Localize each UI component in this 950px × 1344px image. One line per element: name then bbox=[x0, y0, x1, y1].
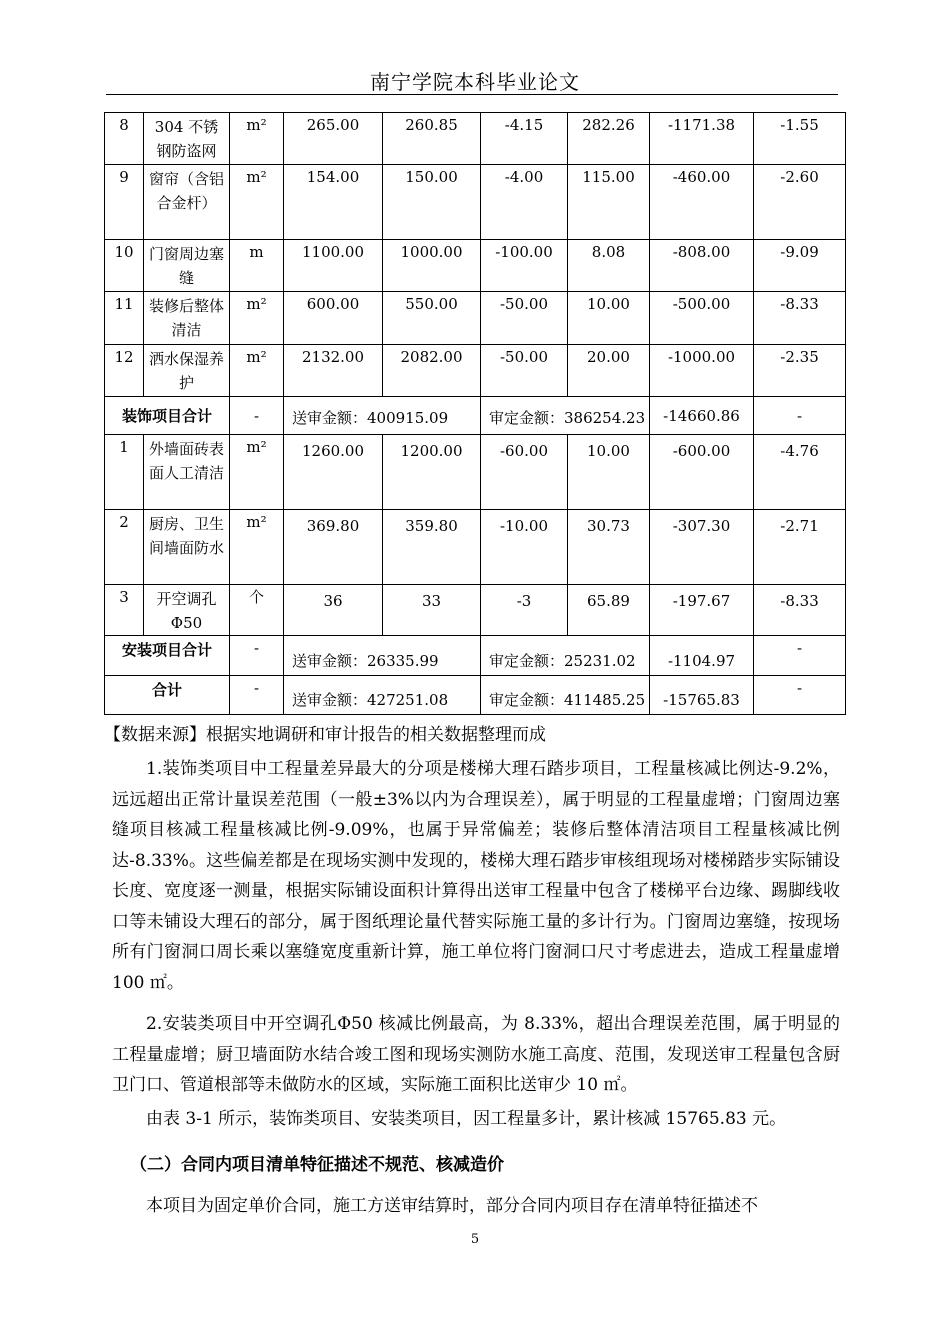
cell-name: 装修后整体清洁 bbox=[144, 292, 230, 345]
cell-name: 厨房、卫生间墙面防水 bbox=[144, 510, 230, 585]
cell-approved: 550.00 bbox=[383, 292, 481, 345]
cell-no: 12 bbox=[105, 345, 144, 397]
cell-price: 282.26 bbox=[568, 113, 650, 165]
cell-no: 3 bbox=[105, 585, 144, 636]
cell-unit: 个 bbox=[230, 585, 284, 636]
cell-amount: -460.00 bbox=[650, 165, 754, 240]
cell-approved: 1200.00 bbox=[383, 435, 481, 510]
cell-amount: -15765.83 bbox=[650, 676, 754, 715]
cell-amount: -600.00 bbox=[650, 435, 754, 510]
cell-name: 304 不锈钢防盗网 bbox=[144, 113, 230, 165]
cell-amount: -14660.86 bbox=[650, 397, 754, 435]
paragraph-4: 本项目为固定单价合同，施工方送审结算时，部分合同内项目存在清单特征描述不 bbox=[146, 1196, 758, 1216]
cell-unit: m bbox=[230, 240, 284, 292]
cell-price: 30.73 bbox=[568, 510, 650, 585]
paragraph-3: 由表 3-1 所示，装饰类项目、安装类项目，因工程量多计，累计核减 15765.83 元。 bbox=[146, 1109, 787, 1129]
cell-unit: m² bbox=[230, 165, 284, 240]
cell-price: 10.00 bbox=[568, 292, 650, 345]
cell-diff: -60.00 bbox=[481, 435, 568, 510]
cell-approved: 1000.00 bbox=[383, 240, 481, 292]
grand-total-label: 合计 bbox=[105, 676, 230, 715]
page-number: 5 bbox=[470, 1232, 480, 1247]
cell-amount: -1171.38 bbox=[650, 113, 754, 165]
table-row-decor-total bbox=[105, 397, 846, 435]
table-row bbox=[105, 165, 846, 240]
cell-approved: 33 bbox=[383, 585, 481, 636]
cell-ratio: - bbox=[754, 676, 846, 715]
cell-diff: -50.00 bbox=[481, 345, 568, 397]
cell-name: 洒水保湿养护 bbox=[144, 345, 230, 397]
cell-ratio: -1.55 bbox=[754, 113, 846, 165]
cell-amount: -1000.00 bbox=[650, 345, 754, 397]
cell-approved: 359.80 bbox=[383, 510, 481, 585]
cell-ratio: -2.71 bbox=[754, 510, 846, 585]
table-row bbox=[105, 510, 846, 585]
cell-price: 8.08 bbox=[568, 240, 650, 292]
cell-ratio: -8.33 bbox=[754, 292, 846, 345]
page-header-title: 南宁学院本科毕业论文 bbox=[370, 70, 580, 94]
cell-diff: -100.00 bbox=[481, 240, 568, 292]
grand-total-submitted: 送审金额：427251.08 bbox=[284, 676, 481, 715]
table-row-grand-total bbox=[105, 676, 846, 715]
cell-unit: - bbox=[230, 676, 284, 715]
table-row bbox=[105, 113, 846, 165]
cell-unit: - bbox=[230, 636, 284, 676]
table-row bbox=[105, 345, 846, 397]
cell-unit: m² bbox=[230, 435, 284, 510]
cell-no: 8 bbox=[105, 113, 144, 165]
cell-amount: -307.30 bbox=[650, 510, 754, 585]
cell-price: 65.89 bbox=[568, 585, 650, 636]
cell-submitted: 265.00 bbox=[284, 113, 383, 165]
cell-submitted: 36 bbox=[284, 585, 383, 636]
cell-submitted: 1260.00 bbox=[284, 435, 383, 510]
cell-diff: -4.15 bbox=[481, 113, 568, 165]
cell-unit: m² bbox=[230, 292, 284, 345]
cell-price: 20.00 bbox=[568, 345, 650, 397]
header-rule bbox=[106, 94, 838, 95]
cell-ratio: -2.60 bbox=[754, 165, 846, 240]
cell-no: 9 bbox=[105, 165, 144, 240]
cell-name: 窗帘（含铝合金杆） bbox=[144, 165, 230, 240]
cell-ratio: - bbox=[754, 636, 846, 676]
cell-ratio: -9.09 bbox=[754, 240, 846, 292]
cell-submitted: 154.00 bbox=[284, 165, 383, 240]
decor-total-submitted: 送审金额：400915.09 bbox=[284, 397, 481, 435]
paragraph-2: 2.安装类项目中开空调孔Φ50 核减比例最高，为 8.33%，超出合理误差范围，属于明显的工程量虚增；厨卫墙面防水结合竣工图和现场实测防水施工高度、范围，发现送审工程量包含厨卫门口、管道根部等未做防水的区域，实际施工面积比送审少 10 ㎡。 bbox=[112, 1014, 840, 1095]
grand-total-approved: 审定金额：411485.25 bbox=[481, 676, 650, 715]
cell-no: 11 bbox=[105, 292, 144, 345]
cell-ratio: -4.76 bbox=[754, 435, 846, 510]
cell-approved: 2082.00 bbox=[383, 345, 481, 397]
audit-table bbox=[104, 112, 846, 715]
cell-no: 10 bbox=[105, 240, 144, 292]
cell-amount: -500.00 bbox=[650, 292, 754, 345]
cell-submitted: 2132.00 bbox=[284, 345, 383, 397]
install-total-submitted: 送审金额：26335.99 bbox=[284, 636, 481, 676]
cell-submitted: 1100.00 bbox=[284, 240, 383, 292]
table-row bbox=[105, 292, 846, 345]
cell-name: 门窗周边塞缝 bbox=[144, 240, 230, 292]
table-row bbox=[105, 435, 846, 510]
cell-name: 开空调孔Φ50 bbox=[144, 585, 230, 636]
table-row-install-total bbox=[105, 636, 846, 676]
cell-submitted: 600.00 bbox=[284, 292, 383, 345]
cell-unit: m² bbox=[230, 113, 284, 165]
cell-amount: -1104.97 bbox=[650, 636, 754, 676]
table-row bbox=[105, 240, 846, 292]
cell-name: 外墙面砖表面人工清洁 bbox=[144, 435, 230, 510]
paragraph-1: 1.装饰类项目中工程量差异最大的分项是楼梯大理石踏步项目，工程量核减比例达-9.2%，远远超出正常计量误差范围（一般±3%以内为合理误差），属于明显的工程量虚增；门窗周边塞缝项目核减工程量核减比例-9.09%，也属于异常偏差；装修后整体清洁项目工程量核减比例达-8.33%。这些偏差都是在现场实测中发现的，楼梯大理石踏步审核组现场对楼梯踏步实际铺设长度、宽度逐一测量，根据实际铺设面积计算得出送审工程量中包含了楼梯平台边缘、踢脚线收口等未铺设大理石的部分，属于图纸理论量代替实际施工量的多计行为。门窗周边塞缝，按现场所有门窗洞口周长乘以塞缝宽度重新计算，施工单位将门窗洞口尺寸考虑进去，造成工程量虚增 100 ㎡。 bbox=[112, 759, 840, 993]
cell-unit: m² bbox=[230, 345, 284, 397]
cell-ratio: - bbox=[754, 397, 846, 435]
data-source-note: 【数据来源】根据实地调研和审计报告的相关数据整理而成 bbox=[104, 725, 546, 745]
install-total-label: 安装项目合计 bbox=[105, 636, 230, 676]
cell-price: 10.00 bbox=[568, 435, 650, 510]
cell-approved: 260.85 bbox=[383, 113, 481, 165]
cell-submitted: 369.80 bbox=[284, 510, 383, 585]
cell-unit: m² bbox=[230, 510, 284, 585]
cell-amount: -808.00 bbox=[650, 240, 754, 292]
cell-amount: -197.67 bbox=[650, 585, 754, 636]
cell-diff: -4.00 bbox=[481, 165, 568, 240]
cell-ratio: -8.33 bbox=[754, 585, 846, 636]
install-total-approved: 审定金额：25231.02 bbox=[481, 636, 650, 676]
cell-diff: -10.00 bbox=[481, 510, 568, 585]
cell-diff: -3 bbox=[481, 585, 568, 636]
cell-approved: 150.00 bbox=[383, 165, 481, 240]
table-row bbox=[105, 585, 846, 636]
cell-price: 115.00 bbox=[568, 165, 650, 240]
cell-diff: -50.00 bbox=[481, 292, 568, 345]
cell-no: 1 bbox=[105, 435, 144, 510]
section-subheading: （二）合同内项目清单特征描述不规范、核减造价 bbox=[130, 1155, 504, 1175]
decor-total-label: 装饰项目合计 bbox=[105, 397, 230, 435]
decor-total-approved: 审定金额：386254.23 bbox=[481, 397, 650, 435]
cell-ratio: -2.35 bbox=[754, 345, 846, 397]
cell-unit: - bbox=[230, 397, 284, 435]
cell-no: 2 bbox=[105, 510, 144, 585]
